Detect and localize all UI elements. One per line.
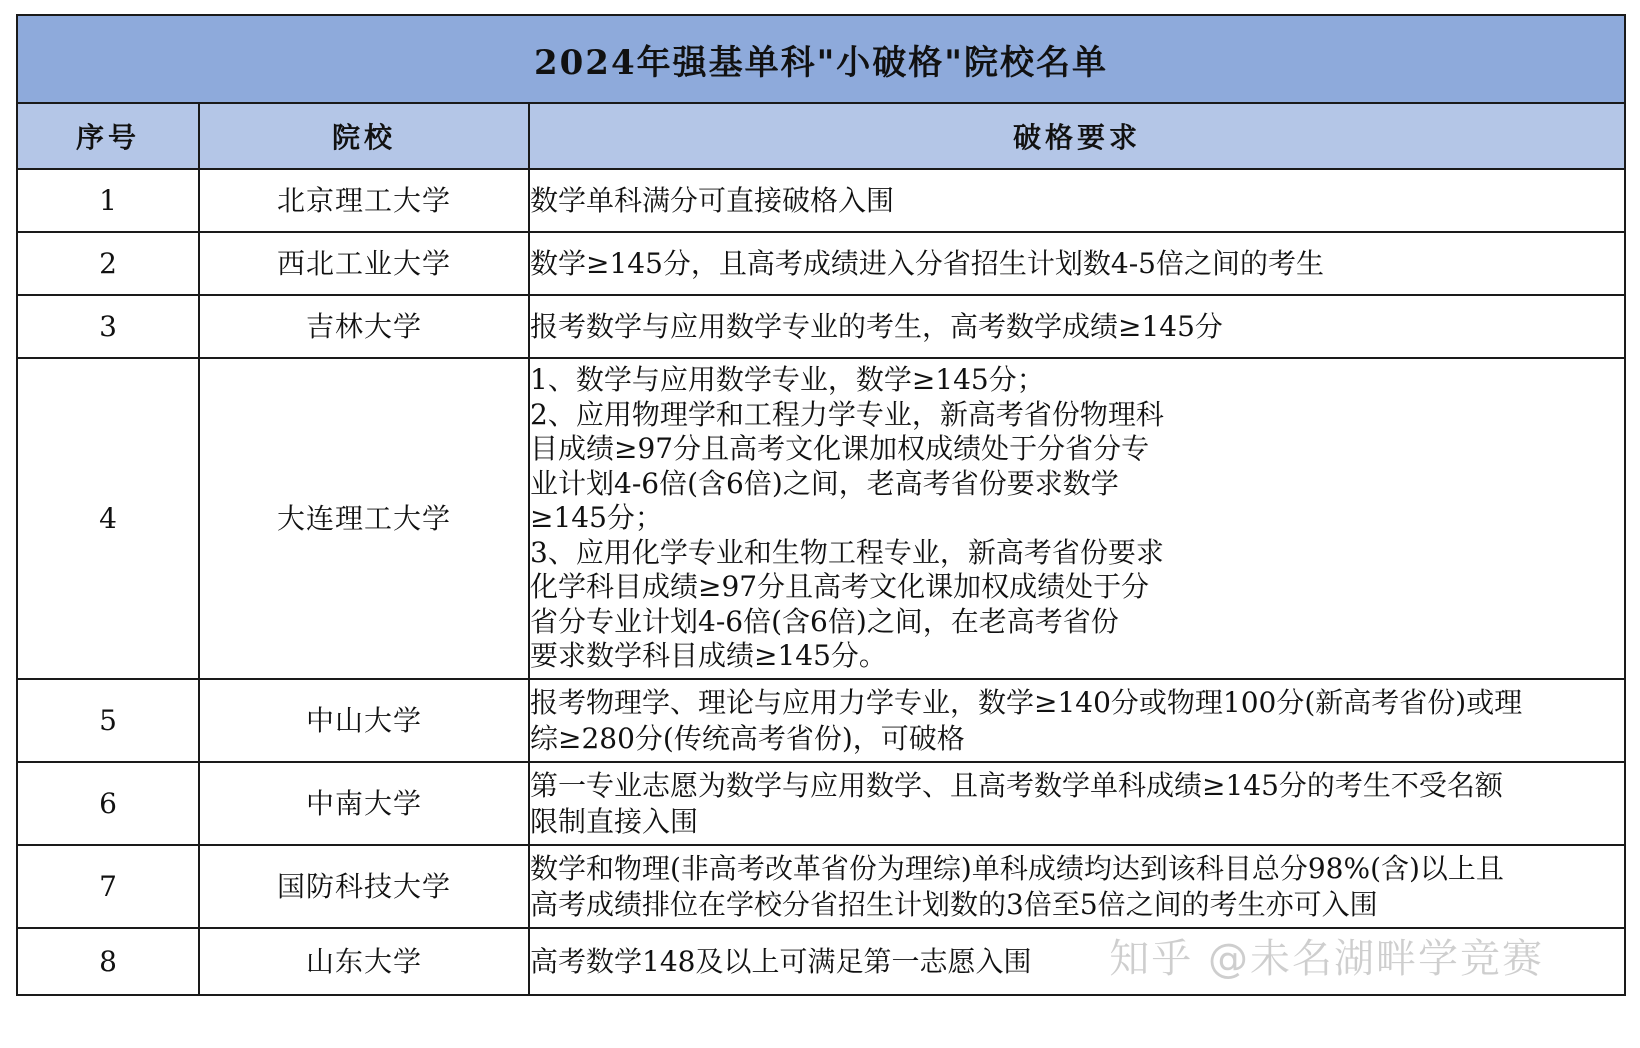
requirement-line: 报考数学与应用数学专业的考生，高考数学成绩≥145分	[530, 309, 1223, 343]
requirement-line: 化学科目成绩≥97分且高考文化课加权成绩处于分	[530, 570, 1150, 604]
requirement-line: 综≥280分(传统高考省份)，可破格	[530, 721, 965, 755]
row-school: 西北工业大学	[199, 232, 529, 295]
watermark: 知乎 @未名湖畔学竞赛	[1109, 936, 1544, 982]
header-num: 序号	[17, 103, 199, 169]
row-num: 7	[17, 845, 199, 928]
row-num: 1	[17, 169, 199, 232]
school-list-table	[16, 14, 1626, 996]
row-num: 4	[17, 358, 199, 679]
row-school: 山东大学	[199, 928, 529, 995]
row-num: 5	[17, 679, 199, 762]
table-row	[17, 679, 1625, 762]
requirement-line: 省分专业计划4-6倍(含6倍)之间，在老高考省份	[530, 604, 1119, 638]
requirement-line: 业计划4-6倍(含6倍)之间，老高考省份要求数学	[530, 466, 1119, 500]
title-row	[17, 15, 1625, 103]
row-school: 北京理工大学	[199, 169, 529, 232]
requirement-line: 数学和物理(非高考改革省份为理综)单科成绩均达到该科目总分98%(含)以上且	[530, 851, 1504, 885]
row-num: 6	[17, 762, 199, 845]
table-row	[17, 232, 1625, 295]
row-requirement	[529, 232, 1625, 295]
table-row	[17, 295, 1625, 358]
requirement-line: 数学≥145分，且高考成绩进入分省招生计划数4-5倍之间的考生	[530, 246, 1324, 280]
row-requirement	[529, 358, 1625, 679]
requirement-line: 数学单科满分可直接破格入围	[530, 183, 895, 217]
requirement-line: 1、数学与应用数学专业，数学≥145分；	[530, 363, 1045, 397]
row-requirement	[529, 762, 1625, 845]
header-school: 院校	[199, 103, 529, 169]
row-school: 吉林大学	[199, 295, 529, 358]
requirement-line: 目成绩≥97分且高考文化课加权成绩处于分省分专	[530, 432, 1150, 466]
requirement-line: ≥145分；	[530, 501, 663, 535]
table-row	[17, 928, 1625, 995]
row-requirement	[529, 295, 1625, 358]
row-requirement	[529, 928, 1625, 995]
table-row	[17, 845, 1625, 928]
table-row	[17, 358, 1625, 679]
requirement-line: 第一专业志愿为数学与应用数学、且高考数学单科成绩≥145分的考生不受名额	[530, 768, 1503, 802]
requirement-line: 限制直接入围	[530, 804, 699, 838]
row-requirement	[529, 169, 1625, 232]
requirement-line: 报考物理学、理论与应用力学专业，数学≥140分或物理100分(新高考省份)或理	[530, 685, 1523, 719]
header-row	[17, 103, 1625, 169]
table-row	[17, 762, 1625, 845]
row-requirement	[529, 679, 1625, 762]
requirement-line: 3、应用化学专业和生物工程专业，新高考省份要求	[530, 535, 1164, 569]
row-school: 中山大学	[199, 679, 529, 762]
row-num: 2	[17, 232, 199, 295]
row-school: 中南大学	[199, 762, 529, 845]
requirement-line: 要求数学科目成绩≥145分。	[530, 639, 887, 673]
row-num: 3	[17, 295, 199, 358]
row-school: 国防科技大学	[199, 845, 529, 928]
requirement-line: 高考成绩排位在学校分省招生计划数的3倍至5倍之间的考生亦可入围	[530, 887, 1378, 921]
row-num: 8	[17, 928, 199, 995]
table-container	[16, 14, 1624, 1032]
requirement-line: 高考数学148及以上可满足第一志愿入围	[530, 944, 1032, 978]
requirement-line: 2、应用物理学和工程力学专业，新高考省份物理科	[530, 397, 1164, 431]
table-row	[17, 169, 1625, 232]
row-requirement	[529, 845, 1625, 928]
header-requirement: 破格要求	[529, 103, 1625, 169]
table-title: 2024年强基单科"小破格"院校名单	[17, 15, 1625, 103]
row-school: 大连理工大学	[199, 358, 529, 679]
